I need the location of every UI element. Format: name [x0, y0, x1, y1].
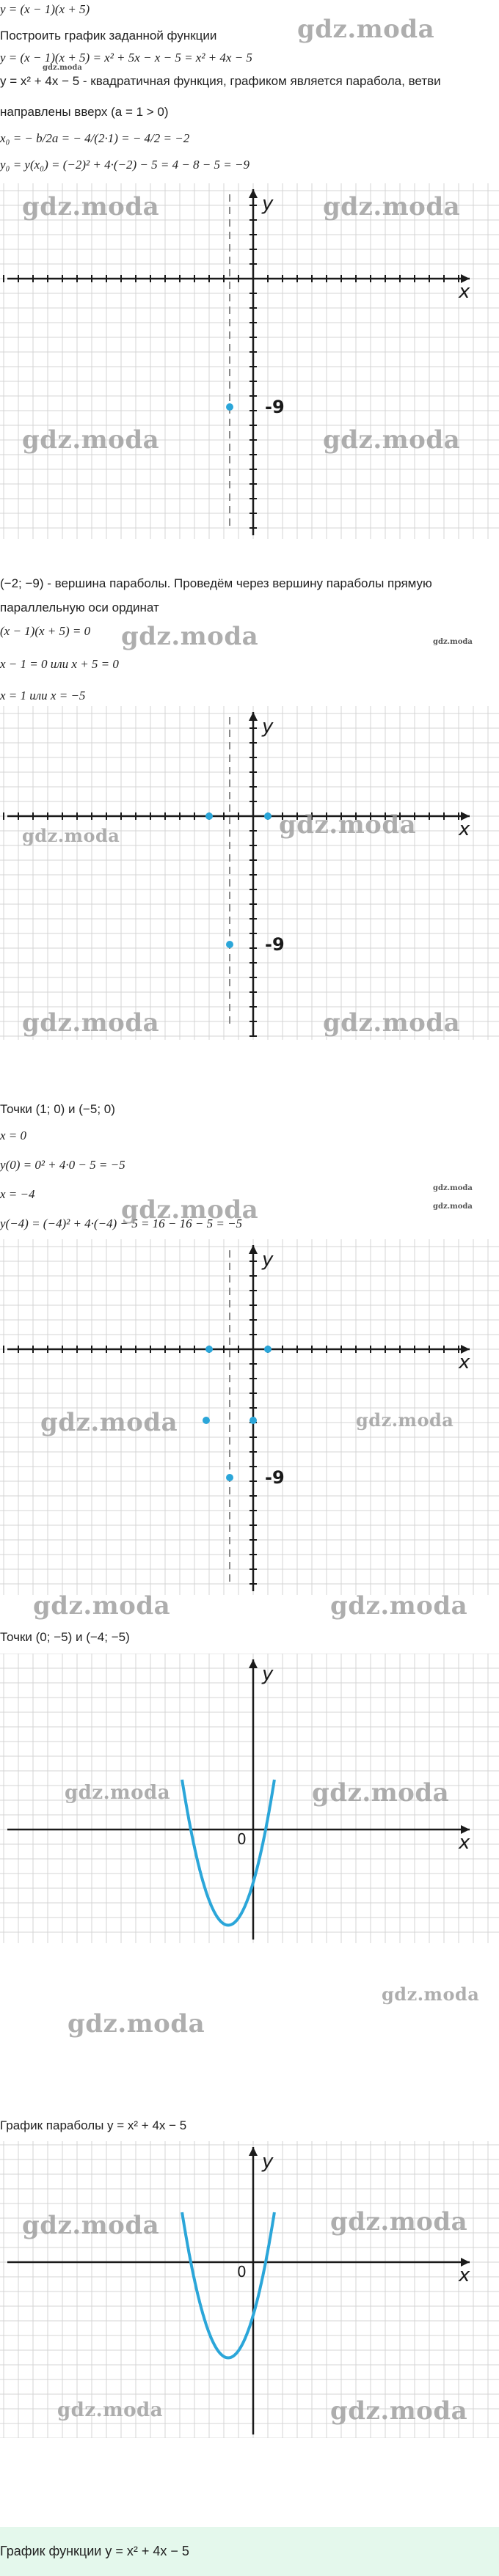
function-definition: y = (x − 1)(x + 5): [0, 2, 90, 16]
parabola-caption: График параболы y = x² + 4x − 5: [0, 2118, 187, 2132]
y-at-zero: y(0) = 0² + 4·0 − 5 = −5: [0, 1158, 125, 1172]
quadratic-description: y = x² + 4x − 5 - квадратичная функция, графиком является парабола, ветви: [0, 74, 441, 88]
extra-points: Точки (0; −5) и (−4; −5): [0, 1630, 130, 1644]
data-point: [264, 1346, 272, 1353]
data-point: [264, 812, 272, 820]
vertex-y-label: -9: [265, 934, 285, 955]
x-axis-label: x: [459, 2264, 470, 2286]
data-point: [205, 1346, 213, 1353]
data-point: [226, 403, 233, 411]
watermark: gdz.moda: [22, 425, 160, 455]
watermark: gdz.moda: [323, 425, 461, 455]
watermark: gdz.moda: [57, 2399, 164, 2421]
data-point: [226, 1474, 233, 1481]
answer-text: График функции y = x² + 4x − 5: [0, 2544, 189, 2558]
watermark: gdz.moda: [22, 1008, 160, 1038]
y-axis-label: y: [262, 1663, 274, 1685]
watermark: gdz.moda: [356, 1409, 454, 1431]
watermark: gdz.moda: [33, 1591, 171, 1621]
roots-equation: (x − 1)(x + 5) = 0: [0, 624, 91, 638]
watermark: gdz.moda: [22, 2211, 160, 2240]
watermark: gdz.moda: [330, 1591, 468, 1621]
data-point: [226, 941, 233, 948]
y-axis-arrow: [249, 1659, 258, 1668]
watermark: gdz.moda: [43, 64, 82, 72]
vertex-y-label: -9: [265, 1467, 285, 1488]
watermark: gdz.moda: [433, 1184, 473, 1192]
x-minus-four: x = −4: [0, 1187, 35, 1201]
graph-parabola-final: [0, 2141, 499, 2438]
watermark: gdz.moda: [121, 622, 259, 651]
task-statement: Построить график заданной функции: [0, 29, 217, 43]
data-point: [205, 812, 213, 820]
data-point: [203, 1417, 210, 1424]
x-axis-label: x: [459, 281, 470, 303]
roots-values: x = 1 или x = −5: [0, 689, 86, 702]
x-zero: x = 0: [0, 1129, 27, 1142]
watermark: gdz.moda: [22, 192, 160, 221]
y-axis-label: y: [262, 193, 274, 215]
watermark: gdz.moda: [330, 2396, 468, 2426]
origin-label: 0: [237, 1830, 247, 1848]
watermark: gdz.moda: [65, 1782, 171, 1804]
vertex-y-label: -9: [265, 397, 285, 417]
expansion-equation: y = (x − 1)(x + 5) = x² + 5x − x − 5 = x² + 4x − 5: [0, 51, 252, 65]
watermark: gdz.moda: [312, 1778, 450, 1808]
origin-label: 0: [237, 2263, 247, 2280]
watermark: gdz.moda: [279, 810, 417, 840]
vertex-note: (−2; −9) - вершина параболы. Проведём через вершину параболы прямую: [0, 576, 432, 590]
y-axis-label: y: [262, 716, 274, 738]
roots-points: Точки (1; 0) и (−5; 0): [0, 1102, 115, 1116]
graph-roots: [0, 706, 499, 1040]
watermark: gdz.moda: [22, 825, 120, 846]
y-axis-label: y: [262, 2151, 274, 2173]
watermark: gdz.moda: [433, 638, 473, 646]
watermark: gdz.moda: [40, 1408, 178, 1437]
watermark: gdz.moda: [297, 15, 435, 44]
watermark: gdz.moda: [382, 1984, 480, 2005]
parallel-note: параллельную оси ординат: [0, 601, 159, 614]
roots-split: x − 1 = 0 или x + 5 = 0: [0, 657, 119, 671]
x-axis-label: x: [459, 1832, 470, 1854]
y-at-minus-four: y(−4) = (−4)² + 4·(−4) − 5 = 16 − 16 − 5 = −5: [0, 1217, 243, 1230]
watermark: gdz.moda: [68, 2009, 205, 2039]
x-axis-label: x: [459, 1351, 470, 1373]
watermark: gdz.moda: [323, 192, 461, 221]
x-axis-label: x: [459, 818, 470, 840]
branches-direction: направлены вверх (a = 1 > 0): [0, 105, 169, 119]
y-axis-arrow: [249, 2147, 258, 2156]
watermark: gdz.moda: [433, 1203, 473, 1211]
parabola-curve: [182, 2212, 274, 2358]
watermark: gdz.moda: [323, 1008, 461, 1038]
vertex-y-formula: y₀ = y(x₀) = (−2)² + 4·(−2) − 5 = 4 − 8 − 5 = −9: [0, 158, 249, 172]
graph-vertex: [0, 183, 499, 539]
data-point: [249, 1417, 257, 1424]
vertex-x-formula: x₀ = − b/2a = − 4/(2·1) = − 4/2 = −2: [0, 131, 190, 145]
watermark: gdz.moda: [121, 1195, 259, 1225]
parabola-curve: [182, 1780, 274, 1926]
y-axis-label: y: [262, 1249, 274, 1271]
watermark: gdz.moda: [330, 2207, 468, 2236]
